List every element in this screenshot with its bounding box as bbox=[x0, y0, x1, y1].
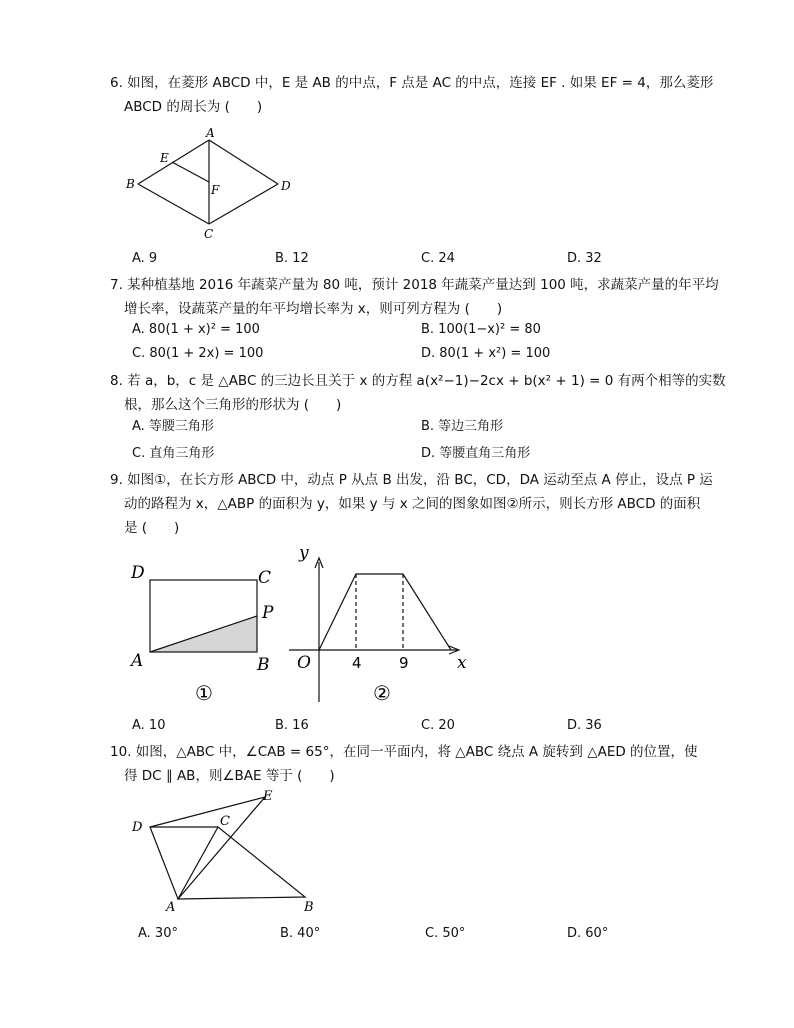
label-c: C bbox=[258, 568, 272, 588]
q10-rotation-figure bbox=[120, 785, 330, 915]
segment-ef bbox=[172, 162, 209, 182]
q6-option-b[interactable]: B. 12 bbox=[275, 251, 309, 266]
caption-1: ① bbox=[195, 681, 213, 705]
q8-option-d[interactable]: D. 等腰直角三角形 bbox=[421, 446, 531, 461]
side-ad bbox=[209, 140, 278, 184]
q7-option-b[interactable]: B. 100(1−x)² = 80 bbox=[421, 322, 541, 337]
q6-rhombus-figure bbox=[120, 124, 300, 244]
axis-label-y: y bbox=[299, 543, 309, 563]
label-c: C bbox=[220, 814, 230, 829]
label-d: D bbox=[132, 820, 143, 835]
q9-rectangle-figure bbox=[125, 560, 275, 710]
side-dc bbox=[209, 184, 278, 224]
q9-text-line1: 9. 如图①，在长方形 ABCD 中，动点 P 从点 B 出发，沿 BC，CD，DA 运动至点 A 停止，设点 P 运 bbox=[110, 472, 713, 488]
q9-option-a[interactable]: A. 10 bbox=[132, 718, 166, 733]
q7-option-d[interactable]: D. 80(1 + x²) = 100 bbox=[421, 346, 551, 361]
q10-option-d[interactable]: D. 60° bbox=[567, 926, 609, 941]
q6-option-a[interactable]: A. 9 bbox=[132, 251, 158, 266]
q9-text-line2: 动的路程为 x，△ABP 的面积为 y，如果 y 与 x 之间的图象如图②所示，则长方形 ABCD 的面积 bbox=[124, 496, 701, 512]
label-origin: O bbox=[297, 653, 311, 673]
q9-graph-figure bbox=[285, 540, 475, 710]
q6-option-c[interactable]: C. 24 bbox=[421, 251, 455, 266]
label-b: B bbox=[257, 655, 270, 675]
triangle-abc bbox=[178, 827, 305, 899]
q9-option-d[interactable]: D. 36 bbox=[567, 718, 602, 733]
caption-2: ② bbox=[373, 681, 391, 705]
q10-text-line2: 得 DC ∥ AB，则∠BAE 等于 ( ) bbox=[124, 768, 335, 784]
label-f: F bbox=[211, 183, 220, 197]
axis-label-x: x bbox=[457, 653, 467, 673]
q9-option-b[interactable]: B. 16 bbox=[275, 718, 309, 733]
label-a: A bbox=[131, 651, 144, 671]
q7-option-c[interactable]: C. 80(1 + 2x) = 100 bbox=[132, 346, 264, 361]
label-c: C bbox=[204, 227, 214, 241]
q7-text-line2: 增长率，设蔬菜产量的年平均增长率为 x，则可列方程为 ( ) bbox=[124, 301, 503, 317]
q6-option-d[interactable]: D. 32 bbox=[567, 251, 602, 266]
q7-option-a[interactable]: A. 80(1 + x)² = 100 bbox=[132, 322, 260, 337]
label-d: D bbox=[281, 179, 291, 193]
label-d: D bbox=[131, 563, 145, 583]
q10-option-b[interactable]: B. 40° bbox=[280, 926, 321, 941]
label-e: E bbox=[263, 789, 273, 804]
label-b: B bbox=[126, 177, 135, 191]
graph-line bbox=[319, 574, 451, 650]
q9-option-c[interactable]: C. 20 bbox=[421, 718, 455, 733]
label-e: E bbox=[160, 151, 169, 165]
tick-4: 4 bbox=[352, 654, 362, 672]
label-p: P bbox=[262, 603, 274, 623]
q8-text-line1: 8. 若 a，b，c 是 △ABC 的三边长且关于 x 的方程 a(x²−1)−2cx + b(x² + 1) = 0 有两个相等的实数 bbox=[110, 373, 726, 389]
label-a: A bbox=[166, 900, 176, 915]
q8-option-b[interactable]: B. 等边三角形 bbox=[421, 419, 504, 434]
q9-text-line3: 是 ( ) bbox=[124, 520, 180, 536]
q8-text-line2: 根，那么这个三角形的形状为 ( ) bbox=[124, 397, 342, 413]
q10-option-c[interactable]: C. 50° bbox=[425, 926, 466, 941]
label-b: B bbox=[304, 900, 314, 915]
q10-option-a[interactable]: A. 30° bbox=[138, 926, 178, 941]
label-a: A bbox=[206, 126, 215, 140]
q6-text-line1: 6. 如图，在菱形 ABCD 中，E 是 AB 的中点，F 点是 AC 的中点，连接 EF . 如果 EF = 4，那么菱形 bbox=[110, 75, 714, 91]
q10-text-line1: 10. 如图，△ABC 中，∠CAB = 65°，在同一平面内，将 △ABC 绕点 A 旋转到 △AED 的位置，使 bbox=[110, 744, 698, 760]
side-ba bbox=[138, 140, 209, 184]
q8-option-c[interactable]: C. 直角三角形 bbox=[132, 446, 215, 461]
triangle-aed bbox=[150, 797, 265, 899]
q6-text-line2: ABCD 的周长为 ( ) bbox=[124, 99, 263, 115]
q8-option-a[interactable]: A. 等腰三角形 bbox=[132, 419, 214, 434]
side-cb bbox=[138, 184, 209, 224]
tick-9: 9 bbox=[399, 654, 409, 672]
q7-text-line1: 7. 某种植基地 2016 年蔬菜产量为 80 吨，预计 2018 年蔬菜产量达到 100 吨，求蔬菜产量的年平均 bbox=[110, 277, 719, 293]
